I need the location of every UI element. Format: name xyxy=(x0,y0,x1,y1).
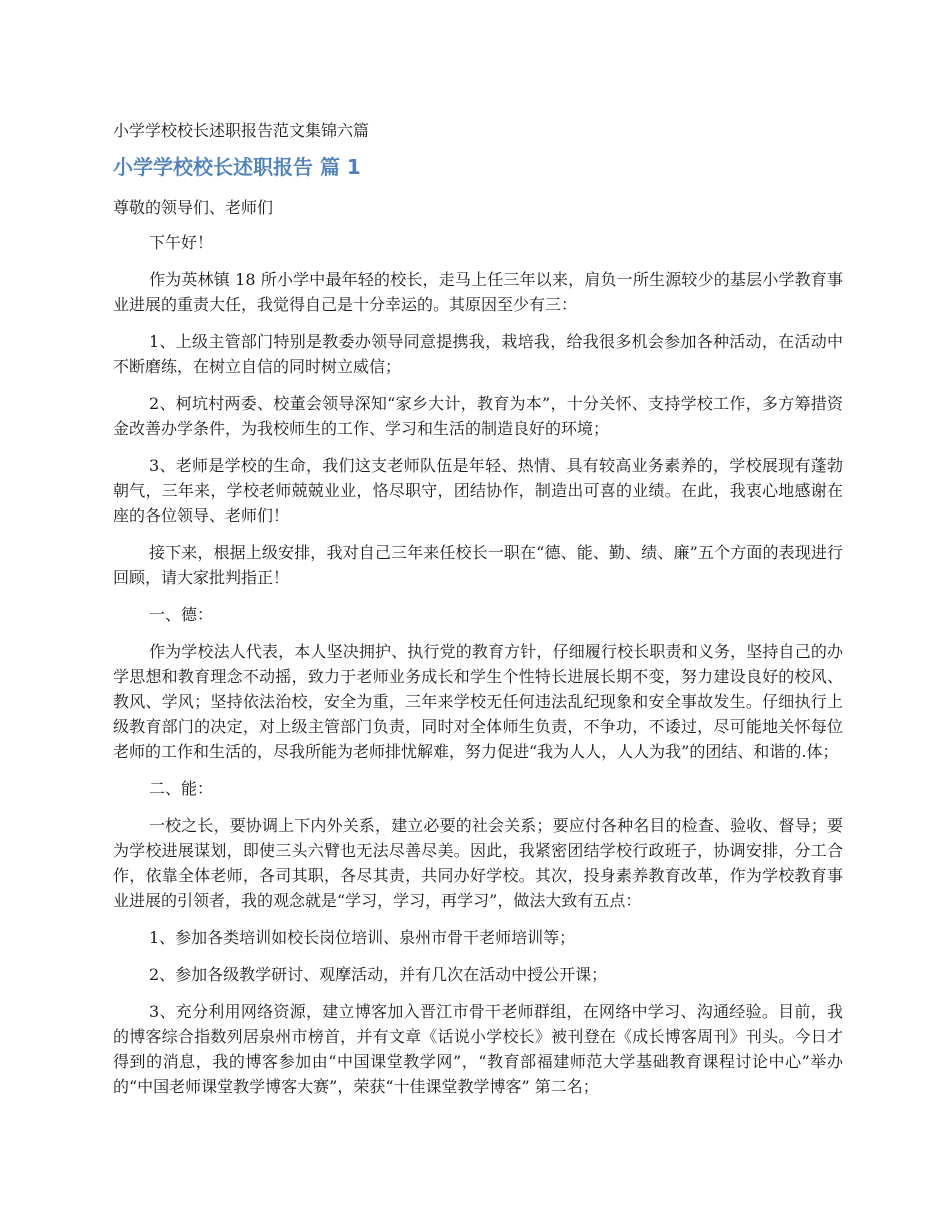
list-item-1: 1、参加各类培训如校长岗位培训、泉州市骨干老师培训等； xyxy=(149,928,576,947)
section-de-paragraph: 作为学校法人代表，本人坚决拥护、执行党的教育方针，仔细履行校长职责和义务，坚持自己的办学思想和教育理念不动摇，致力于老师业务成长和学生个性特长进展长期不变，努力建设良好的校风、教风、学风；坚持依法治校，安全为重，三年来学校无任何违法乱纪现象和安全事故发生。仔细执行上级教育部门的决定，对上级主管部门负责，同时对全体师生负责，不争功，不诿过，尽可能地关怀每位老师的工作和生活的，尽我所能为老师排忧解难，努力促进“我为人人，人人为我”的团结、和谐的.体； xyxy=(113,642,843,761)
section-neng-paragraph: 一校之长，要协调上下内外关系，建立必要的社会关系；要应付各种名目的检查、验收、督导；要为学校进展谋划，即使三头六臂也无法尽善尽美。因此，我紧密团结学校行政班子，协调安排，分工合作，依靠全体老师，各司其职，各尽其责，共同办好学校。其次，投身素养教育改革，作为学校教育事业进展的引领者，我的观念就是“学习，学习，再学习”，做法大致有五点： xyxy=(113,816,843,910)
reason-2-paragraph: 2、柯坑村两委、校董会领导深知“家乡大计，教育为本”，十分关怀、支持学校工作，多方筹措资金改善办学条件，为我校师生的工作、学习和生活的制造良好的环境； xyxy=(113,394,843,438)
review-intro-paragraph: 接下来，根据上级安排，我对自己三年来任校长一职在“德、能、勤、绩、廉”五个方面的表现进行回顾，请大家批判指正！ xyxy=(113,543,843,587)
section-neng-heading: 二、能： xyxy=(149,779,214,798)
greeting-paragraph: 下午好！ xyxy=(149,233,214,252)
section-de-heading: 一、德： xyxy=(149,605,214,624)
list-item-3: 3、充分利用网络资源，建立博客加入晋江市骨干老师群组，在网络中学习、沟通经验。目前，我的博客综合指数列居泉州市榜首，并有文章《话说小学校长》被刊登在《成长博客周刊》刊头。今日才得到的消息，我的博客参加由“中国课堂教学网”，“教育部福建师范大学基础教育课程讨论中心”举办的“中国老师课堂教学博客大赛”，荣获“十佳课堂教学博客” 第二名； xyxy=(113,1002,843,1096)
reason-3-paragraph: 3、老师是学校的生命，我们这支老师队伍是年轻、热情、具有较高业务素养的，学校展现有蓬勃朝气，三年来，学校老师兢兢业业，恪尽职守，团结协作，制造出可喜的业绩。在此，我衷心地感谢在座的各位领导、老师们！ xyxy=(113,456,843,525)
section-heading: 小学学校校长述职报告 篇 1 xyxy=(113,155,361,179)
salutation: 尊敬的领导们、老师们 xyxy=(113,198,274,217)
document-page xyxy=(113,118,843,1111)
intro-paragraph: 作为英林镇 18 所小学中最年轻的校长，走马上任三年以来，肩负一所生源较少的基层小学教育事业进展的重责大任，我觉得自己是十分幸运的。其原因至少有三： xyxy=(113,270,843,314)
reason-1-paragraph: 1、上级主管部门特别是教委办领导同意提携我，栽培我，给我很多机会参加各种活动，在活动中不断磨练，在树立自信的同时树立威信； xyxy=(113,332,843,376)
list-item-2: 2、参加各级教学研讨、观摩活动，并有几次在活动中授公开课； xyxy=(149,965,608,984)
document-title: 小学学校校长述职报告范文集锦六篇 xyxy=(113,121,370,140)
